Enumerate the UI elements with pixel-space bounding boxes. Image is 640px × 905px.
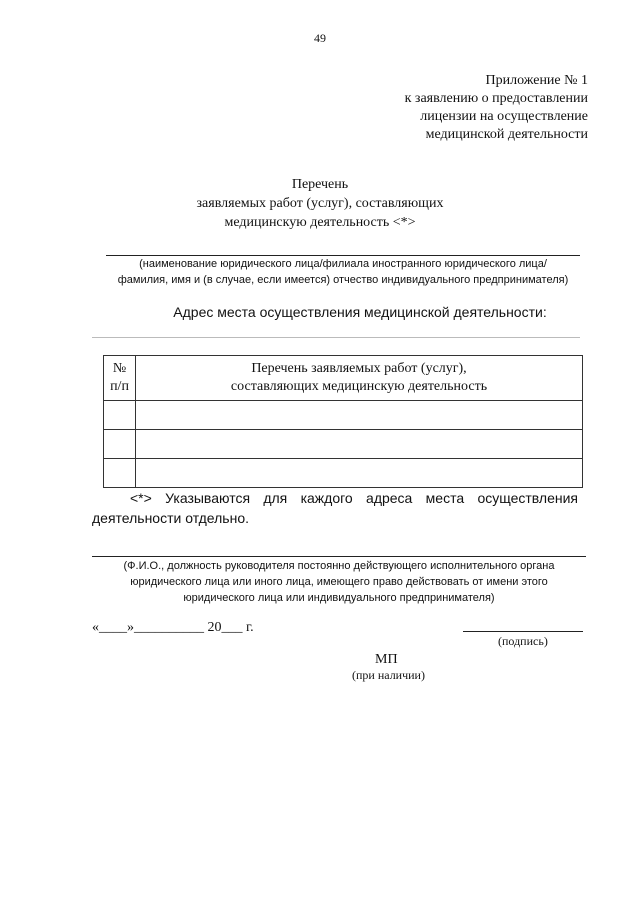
signature-label: (подпись) bbox=[498, 634, 548, 648]
date-field[interactable]: «____»__________ 20___ г. bbox=[92, 620, 254, 635]
title-line-3: медицинскую деятельность <*> bbox=[224, 215, 416, 230]
appendix-line-4: медицинской деятельности bbox=[425, 127, 588, 142]
table-row bbox=[104, 430, 583, 459]
address-field[interactable] bbox=[92, 337, 580, 338]
footnote bbox=[92, 488, 578, 528]
stamp-label: МП bbox=[375, 652, 398, 667]
appendix-line-3: лицензии на осуществление bbox=[420, 109, 588, 124]
organization-hint-line-2: фамилия, имя и (в случае, если имеется) отчество индивидуального предпринимателя) bbox=[117, 274, 569, 286]
head-hint-line-1: (Ф.И.О., должность руководителя постоянно действующего исполнительного органа bbox=[123, 560, 555, 572]
number-cell[interactable] bbox=[104, 430, 136, 459]
column-works-header bbox=[136, 356, 583, 401]
title-line-2: заявляемых работ (услуг), составляющих bbox=[196, 196, 444, 211]
signature-field[interactable] bbox=[463, 631, 583, 632]
work-cell[interactable] bbox=[136, 401, 583, 430]
head-name-field[interactable] bbox=[92, 556, 586, 557]
number-cell[interactable] bbox=[104, 459, 136, 488]
table-header-row bbox=[104, 356, 583, 401]
head-hint-line-3: юридического лица или индивидуального предпринимателя) bbox=[183, 592, 495, 604]
work-cell[interactable] bbox=[136, 459, 583, 488]
number-cell[interactable] bbox=[104, 401, 136, 430]
title-line-1: Перечень bbox=[291, 177, 349, 192]
column-works-line-1: Перечень заявляемых работ (услуг), bbox=[251, 361, 467, 376]
table-row bbox=[104, 401, 583, 430]
footnote-line-2: деятельности отдельно. bbox=[92, 510, 250, 526]
work-cell[interactable] bbox=[136, 430, 583, 459]
head-hint-line-2: юридического лица или иного лица, имеющего право действовать от имени этого bbox=[130, 576, 548, 588]
table-row bbox=[104, 459, 583, 488]
appendix-line-1: Приложение № 1 bbox=[485, 73, 588, 88]
column-number-line-2: п/п bbox=[110, 379, 129, 394]
stamp-note: (при наличии) bbox=[352, 668, 425, 682]
document-title bbox=[0, 175, 640, 232]
column-number-header bbox=[104, 356, 136, 401]
organization-hint-line-1: (наименование юридического лица/филиала иностранного юридического лица/ bbox=[139, 258, 547, 270]
organization-hint bbox=[60, 256, 626, 288]
head-hint bbox=[92, 558, 586, 606]
column-number-line-1: № bbox=[112, 361, 127, 376]
footnote-line-1: <*> Указываются для каждого адреса места осуществления bbox=[130, 490, 578, 506]
works-table bbox=[103, 355, 583, 488]
address-label: Адрес места осуществления медицинской деятельности: bbox=[173, 304, 547, 320]
appendix-header bbox=[405, 72, 588, 144]
appendix-line-2: к заявлению о предоставлении bbox=[404, 91, 588, 106]
column-works-line-2: составляющих медицинскую деятельность bbox=[230, 379, 488, 394]
page-number: 49 bbox=[314, 31, 326, 45]
